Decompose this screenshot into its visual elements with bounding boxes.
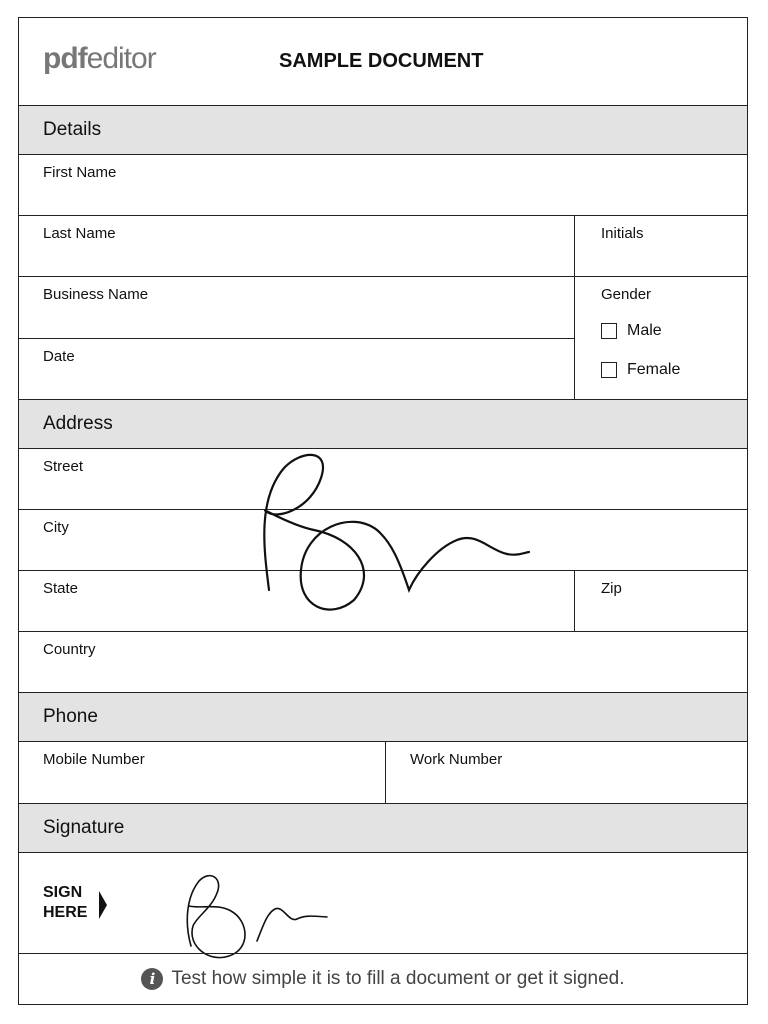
document-title: SAMPLE DOCUMENT bbox=[279, 50, 484, 72]
initials-label: Initials bbox=[601, 225, 644, 242]
phone-row bbox=[19, 741, 747, 803]
signature-field[interactable] bbox=[19, 852, 747, 956]
signature-scribble-large bbox=[259, 450, 539, 610]
section-title-phone: Phone bbox=[43, 706, 98, 727]
male-label: Male bbox=[627, 322, 662, 339]
male-checkbox[interactable] bbox=[601, 323, 617, 339]
first-name-label: First Name bbox=[43, 164, 117, 181]
form-header bbox=[19, 18, 747, 105]
info-icon: i bbox=[141, 968, 163, 990]
sign-here-line2: HERE bbox=[43, 904, 88, 921]
date-field[interactable] bbox=[19, 338, 574, 400]
business-gender-row bbox=[19, 276, 747, 399]
city-label: City bbox=[43, 519, 69, 536]
signature-scribble-small bbox=[179, 871, 339, 961]
gender-option-female[interactable] bbox=[601, 361, 680, 379]
last-name-row bbox=[19, 215, 747, 276]
gender-option-male[interactable] bbox=[601, 322, 662, 340]
work-number-field[interactable] bbox=[385, 742, 747, 803]
country-label: Country bbox=[43, 641, 96, 658]
work-number-label: Work Number bbox=[410, 751, 503, 768]
zip-label: Zip bbox=[601, 580, 622, 597]
section-details bbox=[19, 105, 747, 154]
state-label: State bbox=[43, 580, 79, 597]
first-name-field[interactable] bbox=[19, 154, 747, 215]
zip-field[interactable] bbox=[574, 571, 747, 631]
section-title-signature: Signature bbox=[43, 817, 125, 838]
pdfeditor-logo: pdfeditor bbox=[43, 42, 156, 75]
date-label: Date bbox=[43, 348, 75, 365]
business-name-label: Business Name bbox=[43, 286, 149, 303]
sign-here-line1: SIGN bbox=[43, 884, 83, 901]
section-phone bbox=[19, 692, 747, 741]
footer-text: Test how simple it is to fill a document or get it signed. bbox=[171, 968, 625, 989]
sign-here-arrow-icon bbox=[99, 891, 107, 919]
gender-label: Gender bbox=[601, 286, 652, 303]
female-label: Female bbox=[627, 361, 681, 378]
gender-field bbox=[574, 277, 747, 399]
mobile-number-label: Mobile Number bbox=[43, 751, 145, 768]
last-name-field[interactable] bbox=[19, 216, 574, 276]
section-title-details: Details bbox=[43, 119, 102, 140]
sample-form bbox=[18, 17, 748, 1005]
initials-field[interactable] bbox=[574, 216, 747, 276]
section-signature bbox=[19, 803, 747, 852]
sign-here-label bbox=[43, 883, 87, 923]
female-checkbox[interactable] bbox=[601, 362, 617, 378]
street-label: Street bbox=[43, 458, 84, 475]
section-address bbox=[19, 399, 747, 448]
last-name-label: Last Name bbox=[43, 225, 116, 242]
business-name-field[interactable] bbox=[19, 277, 574, 338]
country-field[interactable] bbox=[19, 631, 747, 692]
mobile-number-field[interactable] bbox=[19, 742, 385, 803]
footer-note bbox=[19, 953, 747, 1004]
section-title-address: Address bbox=[43, 413, 113, 434]
